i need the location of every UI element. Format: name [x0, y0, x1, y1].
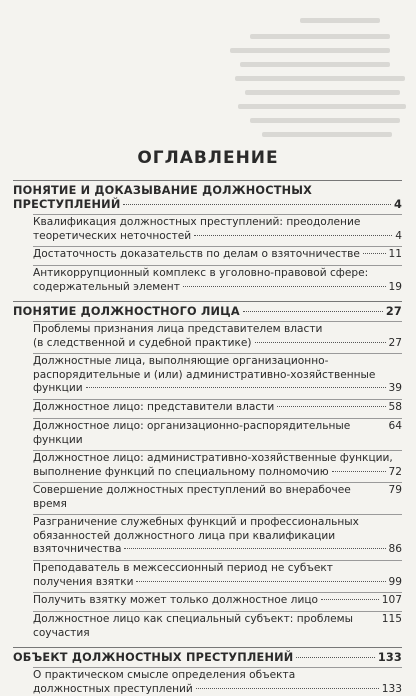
- toc-entry-label: Квалификация должностных преступлений: преодоление: [33, 216, 402, 230]
- dot-leader: [194, 235, 392, 236]
- toc-item-entry[interactable]: [0, 594, 416, 608]
- toc-entry-label: Должностное лицо: представители власти: [33, 401, 274, 415]
- toc-item-entry[interactable]: [0, 355, 416, 396]
- toc-entry-label: Получить взятку может только должностное лицо: [33, 594, 318, 608]
- page-number: 79: [389, 484, 402, 498]
- toc-entry-label: обязанностей должностного лица при квалификации: [33, 530, 402, 544]
- separator-line: [33, 592, 402, 593]
- toc-entry-label: Разграничение служебных функций и профессиональных: [33, 516, 402, 530]
- toc-item-entry[interactable]: [0, 516, 416, 557]
- page-number: 99: [389, 576, 402, 590]
- page-number: 133: [382, 683, 402, 696]
- toc-item-entry[interactable]: [0, 248, 416, 262]
- separator-line: [33, 321, 402, 322]
- page-number: 133: [378, 651, 402, 665]
- toc-entry-label: ПОНЯТИЕ И ДОКАЗЫВАНИЕ ДОЛЖНОСТНЫХ: [13, 184, 402, 198]
- toc-entry-label: Должностное лицо: административно-хозяйственные функции,: [33, 452, 402, 466]
- dot-leader: [255, 342, 386, 343]
- page-number: 4: [394, 198, 402, 212]
- dot-leader: [86, 387, 386, 388]
- toc-item-entry[interactable]: [0, 562, 416, 589]
- page-number: 115: [382, 613, 402, 627]
- page-number: 64: [389, 420, 402, 434]
- toc-item-entry[interactable]: [0, 323, 416, 350]
- toc-entry-label: выполнение функций по специальному полномочию: [33, 466, 329, 480]
- page-number: 58: [389, 401, 402, 415]
- toc-item-entry[interactable]: [0, 452, 416, 479]
- toc-entry-label: Должностное лицо как специальный субъект: проблемы соучастия: [33, 613, 376, 640]
- separator-line: [33, 353, 402, 354]
- dot-leader: [332, 471, 386, 472]
- toc-entry-label: Достаточность доказательств по делам о взяточничестве: [33, 248, 360, 262]
- toc-item-entry[interactable]: [0, 484, 416, 511]
- separator-line: [33, 214, 402, 215]
- toc-item-entry[interactable]: [0, 613, 416, 640]
- page-number: 19: [389, 281, 402, 295]
- toc-entry-label: Должностное лицо: организационно-распорядительные функции: [33, 420, 383, 447]
- page-number: 27: [386, 305, 402, 319]
- toc-entry-label: взяточничества: [33, 543, 121, 557]
- separator-line: [13, 647, 402, 648]
- separator-line: [33, 667, 402, 668]
- toc-section-entry[interactable]: [0, 305, 416, 319]
- toc-entry-label: ОБЪЕКТ ДОЛЖНОСТНЫХ ПРЕСТУПЛЕНИЙ: [13, 651, 293, 665]
- dot-leader: [123, 204, 390, 205]
- toc-entry-label: Проблемы признания лица представителем власти: [33, 323, 402, 337]
- dot-leader: [296, 657, 374, 658]
- separator-line: [33, 246, 402, 247]
- separator-line: [33, 560, 402, 561]
- toc-entry-label: ПОНЯТИЕ ДОЛЖНОСТНОГО ЛИЦА: [13, 305, 240, 319]
- page-number: 27: [389, 337, 402, 351]
- toc-entry-label: теоретических неточностей: [33, 230, 191, 244]
- page-title: ОГЛАВЛЕНИЕ: [0, 148, 416, 168]
- toc-entry-label: Совершение должностных преступлений во внерабочее время: [33, 484, 383, 511]
- dot-leader: [183, 286, 386, 287]
- page-number: 72: [389, 466, 402, 480]
- page-number: 107: [382, 594, 402, 608]
- toc-section-entry[interactable]: [0, 184, 416, 212]
- page-number: 11: [389, 248, 402, 262]
- toc-item-entry[interactable]: [0, 216, 416, 243]
- dot-leader: [196, 688, 379, 689]
- dot-leader: [243, 311, 383, 312]
- separator-line: [13, 301, 402, 302]
- toc-entry-label: должностных преступлений: [33, 683, 193, 696]
- toc-entry-label: получения взятки: [33, 576, 133, 590]
- toc-entry-label: Должностные лица, выполняющие организационно-: [33, 355, 402, 369]
- toc-entry-label: ПРЕСТУПЛЕНИЙ: [13, 198, 120, 212]
- toc-entry-label: О практическом смысле определения объекта: [33, 669, 402, 683]
- dot-leader: [277, 406, 385, 407]
- page-number: 39: [389, 382, 402, 396]
- toc-item-entry[interactable]: [0, 420, 416, 447]
- toc-entry-label: (в следственной и судебной практике): [33, 337, 252, 351]
- dot-leader: [136, 581, 385, 582]
- toc-section-entry[interactable]: [0, 651, 416, 665]
- dot-leader: [321, 599, 379, 600]
- toc-entry-label: Антикоррупционный комплекс в уголовно-правовой сфере:: [33, 267, 402, 281]
- separator-line: [33, 482, 402, 483]
- dot-leader: [363, 253, 386, 254]
- toc-item-entry[interactable]: [0, 267, 416, 294]
- page-number: 86: [389, 543, 402, 557]
- separator-line: [33, 611, 402, 612]
- separator-line: [33, 514, 402, 515]
- toc-item-entry[interactable]: [0, 401, 416, 415]
- separator-line: [33, 450, 402, 451]
- separator-line: [33, 418, 402, 419]
- separator-line: [13, 180, 402, 181]
- toc-item-entry[interactable]: [0, 669, 416, 696]
- toc-entry-label: содержательный элемент: [33, 281, 180, 295]
- toc-entry-label: распорядительные и (или) административно-хозяйственные: [33, 369, 402, 383]
- page-number: 4: [395, 230, 402, 244]
- toc-entry-label: Преподаватель в межсессионный период не субъект: [33, 562, 402, 576]
- toc-entry-label: функции: [33, 382, 83, 396]
- separator-line: [33, 265, 402, 266]
- dot-leader: [124, 548, 385, 549]
- separator-line: [33, 399, 402, 400]
